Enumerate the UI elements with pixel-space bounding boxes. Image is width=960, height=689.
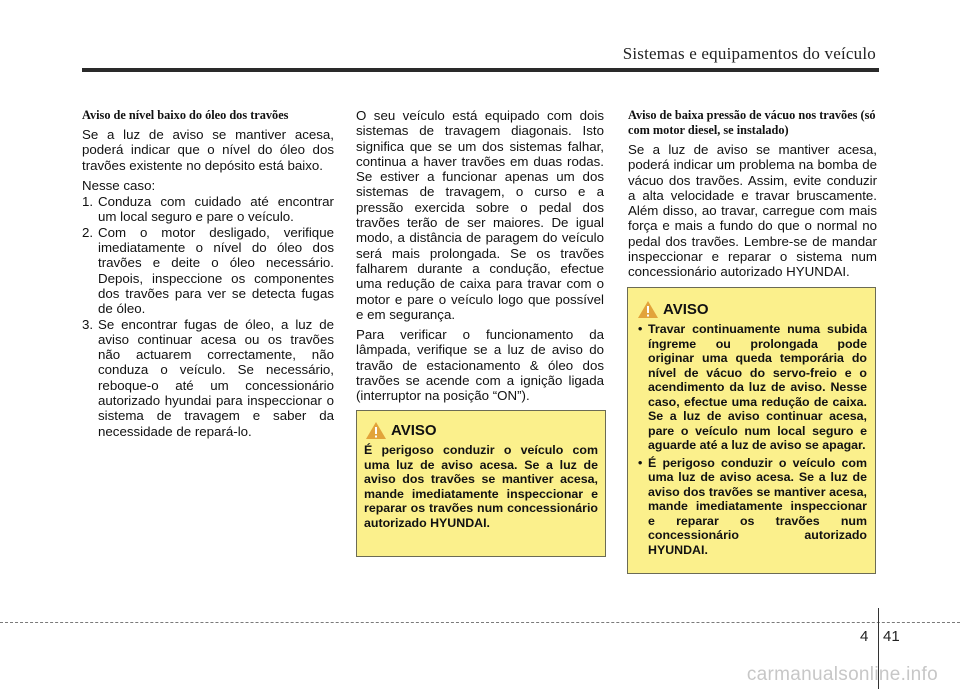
warning-item-text: Travar continuamente numa subida íngreme ou prolongada pode originar uma queda temporária do nível de vácuo do servo-freio e o acendimento da luz de aviso. Nesse caso, efectue uma redução de caixa. Se a luz de aviso continuar acesa, pare o veículo num local seguro e aguarde até a luz de aviso se apagar. xyxy=(648,322,867,452)
warning-item-text: É perigoso conduzir o veículo com uma luz de aviso acesa. Se a luz de aviso dos travões se mantiver acesa, mande imediatamente inspeccionar e reparar os travões num concessionário autorizado HYUNDAI. xyxy=(648,455,867,557)
warning-header xyxy=(637,300,867,319)
step-number: 1. xyxy=(82,194,94,210)
watermark: carmanualsonline.info xyxy=(746,664,938,685)
step-text: Conduza com cuidado até encontrar um local seguro e pare o veículo. xyxy=(98,194,334,225)
warning-box xyxy=(356,410,606,557)
warning-text: É perigoso conduzir o veículo com uma luz de aviso acesa. Se a luz de aviso dos travões se mantiver acesa, mande imediatamente inspeccionar e reparar os travões num concessionário autorizado HYUNDAI. xyxy=(364,443,598,530)
footer-rule xyxy=(0,622,960,623)
bullet-icon: • xyxy=(638,455,643,470)
paragraph: Se a luz de aviso se mantiver acesa, poderá indicar um problema na bomba de vácuo dos travões. Assim, evite conduzir a alta velocidade e travar bruscamente. Além disso, ao travar, carregue com mais força e mais a fundo do que o normal no pedal dos travões. Lembre-se de mandar inspeccionar e reparar o sistema num concessionário autorizado HYUNDAI. xyxy=(628,142,877,280)
warning-box xyxy=(627,287,876,574)
step-number: 3. xyxy=(82,316,94,332)
paragraph-lead: Nesse caso: xyxy=(82,177,156,193)
warning-triangle-icon xyxy=(365,421,387,440)
step-number: 2. xyxy=(82,224,94,240)
warning-header xyxy=(365,421,598,440)
warning-list xyxy=(636,322,867,557)
list-item xyxy=(82,225,334,317)
section-heading: Aviso de nível baixo do óleo dos travões xyxy=(82,108,289,122)
section-heading: Aviso de baixa pressão de vácuo nos travões (só com motor diesel, se instalado) xyxy=(628,108,876,137)
header-rule xyxy=(82,68,879,72)
warning-triangle-icon xyxy=(637,300,659,319)
step-text: Se encontrar fugas de óleo, a luz de aviso continuar acesa ou os travões não actuarem correctamente, não conduza o veículo. Se necessário, reboque-o até um concessionário autorizado hyundai para inspeccionar o sistema de travagem e saber da necessidade de repará-lo. xyxy=(98,316,334,439)
list-item xyxy=(82,194,334,225)
page-number: 41 xyxy=(883,628,900,645)
paragraph: Para verificar o funcionamento da lâmpada, verifique se a luz de aviso do travão de estacionamento & óleo dos travões se acende com a ignição ligada (interruptor na posição “ON”). xyxy=(356,327,604,404)
paragraph: Se a luz de aviso se mantiver acesa, poderá indicar que o nível do óleo dos travões existente no depósito está baixo. xyxy=(82,127,334,173)
step-text: Com o motor desligado, verifique imediatamente o nível do óleo dos travões e deite o óleo necessário. Depois, inspeccione os componentes dos travões para ver se detecta fugas de óleo. xyxy=(98,224,334,317)
steps-list xyxy=(82,194,334,439)
paragraph: O seu veículo está equipado com dois sistemas de travagem diagonais. Isto significa que se um dos sistemas falhar, continua a haver travões em duas rodas. Se estiver a funcionar apenas um dos sistemas de travagem, o curso e a pressão exercida sobre o pedal dos travões terão de ser maiores. De igual modo, a distância de paragem do veículo será mais prolongada. Se os travões falharem durante a condução, efectue uma redução de caixa para travar com o motor e pare o veículo logo que possível e em segurança. xyxy=(356,108,604,322)
warning-title: AVISO xyxy=(663,301,709,318)
chapter-number: 4 xyxy=(860,628,869,645)
warning-title: AVISO xyxy=(391,422,437,439)
column-1 xyxy=(82,108,334,439)
list-item xyxy=(636,456,867,558)
section-title: Sistemas e equipamentos do veículo xyxy=(622,44,876,63)
bullet-icon: • xyxy=(638,322,643,336)
list-item xyxy=(636,322,867,453)
list-item xyxy=(82,317,334,439)
column-2 xyxy=(356,108,604,409)
column-3 xyxy=(628,108,877,285)
